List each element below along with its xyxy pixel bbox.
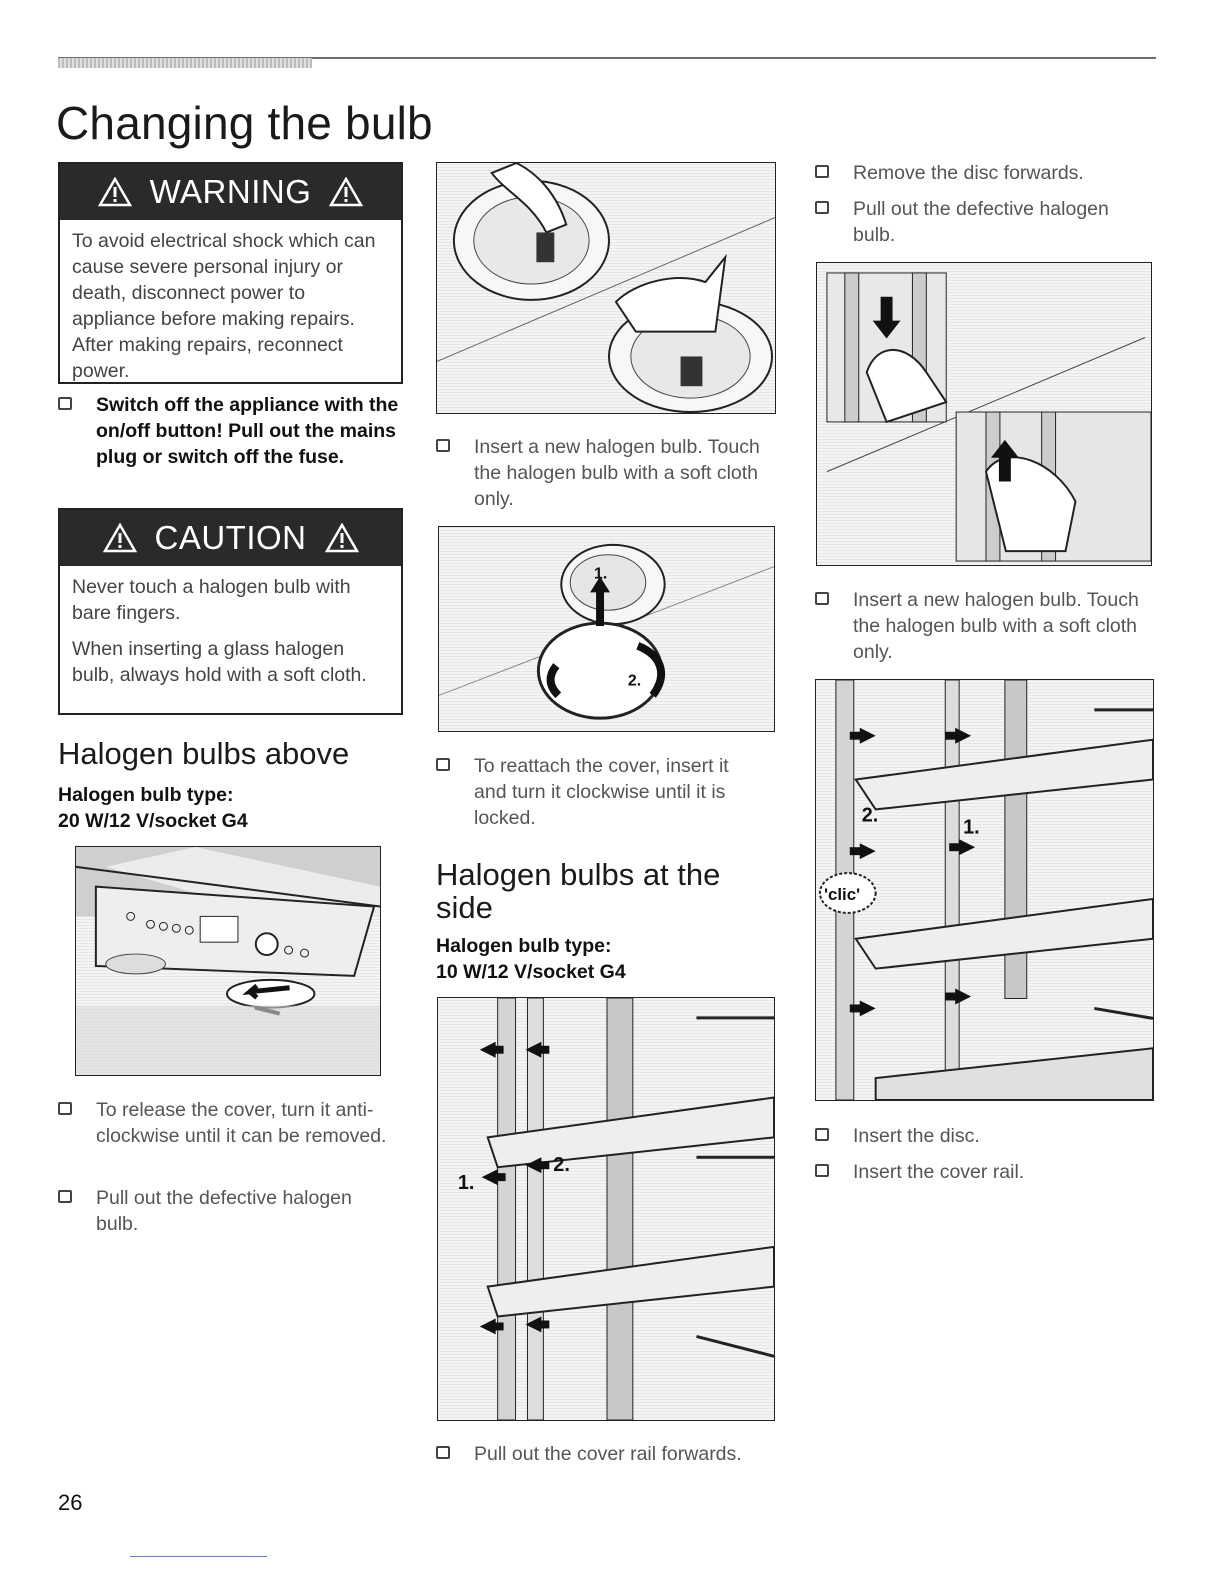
section-heading-above: Halogen bulbs above xyxy=(58,736,350,771)
step-pull-bulb-side xyxy=(815,196,1145,248)
bulb-type-label: Halogen bulb type: xyxy=(436,935,612,957)
bulb-type-value: 10 W/12 V/socket G4 xyxy=(436,961,626,983)
step-text: Insert a new halogen bulb. Touch the halogen bulb with a soft cloth only. xyxy=(474,436,760,510)
step-text: To release the cover, turn it anti-clockwise until it can be removed. xyxy=(96,1099,387,1147)
checkbox-bullet-icon xyxy=(815,201,829,214)
fig-label-1: 1. xyxy=(963,816,980,839)
step-text: Insert a new halogen bulb. Touch the halogen bulb with a soft cloth only. xyxy=(853,589,1139,663)
step-text: Pull out the defective halogen bulb. xyxy=(96,1187,352,1235)
step-text: Insert the cover rail. xyxy=(853,1161,1025,1183)
figure-side-bulb-hands xyxy=(816,262,1152,566)
bulb-type-side xyxy=(436,933,626,985)
checkbox-bullet-icon xyxy=(436,758,450,771)
step-text: Pull out the cover rail forwards. xyxy=(474,1443,742,1465)
warning-body xyxy=(60,220,401,402)
step-insert-cover-rail xyxy=(815,1159,1145,1185)
bulb-type-label: Halogen bulb type: xyxy=(58,784,234,806)
fig-label-2: 2. xyxy=(553,1154,570,1177)
step-insert-new-bulb-mid xyxy=(436,434,766,512)
checkbox-bullet-icon xyxy=(58,397,72,410)
warning-box xyxy=(58,162,403,384)
figure-side-rail xyxy=(437,997,775,1421)
step-remove-disc xyxy=(815,160,1145,186)
caution-triangle-icon xyxy=(325,523,359,553)
step-text: Insert the disc. xyxy=(853,1125,980,1147)
step-release-cover xyxy=(58,1097,388,1149)
checkbox-bullet-icon xyxy=(815,592,829,605)
warning-triangle-icon xyxy=(329,177,363,207)
caution-text-1: Never touch a halogen bulb with bare fingers. xyxy=(72,576,351,624)
checkbox-bullet-icon xyxy=(436,1446,450,1459)
warning-triangle-icon xyxy=(98,177,132,207)
caution-box xyxy=(58,508,403,715)
page-number: 26 xyxy=(58,1490,83,1515)
step-pull-bulb-above xyxy=(58,1185,388,1237)
fig-label-2: 2. xyxy=(861,804,879,827)
caution-text-2: When inserting a glass halogen bulb, always hold with a soft cloth. xyxy=(72,638,367,686)
checkbox-bullet-icon xyxy=(58,1102,72,1115)
caution-header xyxy=(60,510,401,566)
step-text: Switch off the appliance with the on/off button! Pull out the mains plug or switch off the fuse. xyxy=(96,394,399,468)
step-insert-disc xyxy=(815,1123,1145,1149)
caution-triangle-icon xyxy=(103,523,137,553)
step-text: To reattach the cover, insert it and turn it clockwise until it is locked. xyxy=(474,755,729,829)
fig-label-1: 1. xyxy=(457,1172,475,1195)
figure-insert-bulb-hands xyxy=(436,162,776,414)
checkbox-bullet-icon xyxy=(815,1164,829,1177)
checkbox-bullet-icon xyxy=(436,439,450,452)
step-text: Pull out the defective halogen bulb. xyxy=(853,198,1109,246)
header-shade-bar xyxy=(58,58,312,68)
checkbox-bullet-icon xyxy=(815,1128,829,1141)
figure-reattach-cover xyxy=(438,526,775,732)
figure-insert-disc-rail xyxy=(815,679,1154,1101)
warning-label: WARNING xyxy=(149,173,312,210)
checkbox-bullet-icon xyxy=(815,165,829,178)
step-pull-cover-rail xyxy=(436,1441,776,1467)
page-title: Changing the bulb xyxy=(56,97,433,149)
bulb-type-above xyxy=(58,782,248,834)
step-text: Remove the disc forwards. xyxy=(853,162,1084,184)
step-reattach-cover xyxy=(436,753,766,831)
caution-body xyxy=(60,566,401,706)
step-insert-new-bulb-right xyxy=(815,587,1145,665)
fig-label-1: 1. xyxy=(594,565,608,583)
footer-rule xyxy=(130,1556,267,1557)
warning-text: To avoid electrical shock which can cause severe personal injury or death, disconnect power to appliance before making repairs. After making repairs, reconnect power. xyxy=(72,230,376,382)
section-heading-side: Halogen bulbs at the side xyxy=(436,857,721,925)
checkbox-bullet-icon xyxy=(58,1190,72,1203)
caution-label: CAUTION xyxy=(154,519,307,556)
fig-clic-label: 'clic' xyxy=(823,884,861,904)
step-switch-off xyxy=(58,392,403,470)
figure-control-panel xyxy=(75,846,381,1076)
fig-label-2: 2. xyxy=(627,672,642,690)
bulb-type-value: 20 W/12 V/socket G4 xyxy=(58,810,248,832)
warning-header xyxy=(60,164,401,220)
